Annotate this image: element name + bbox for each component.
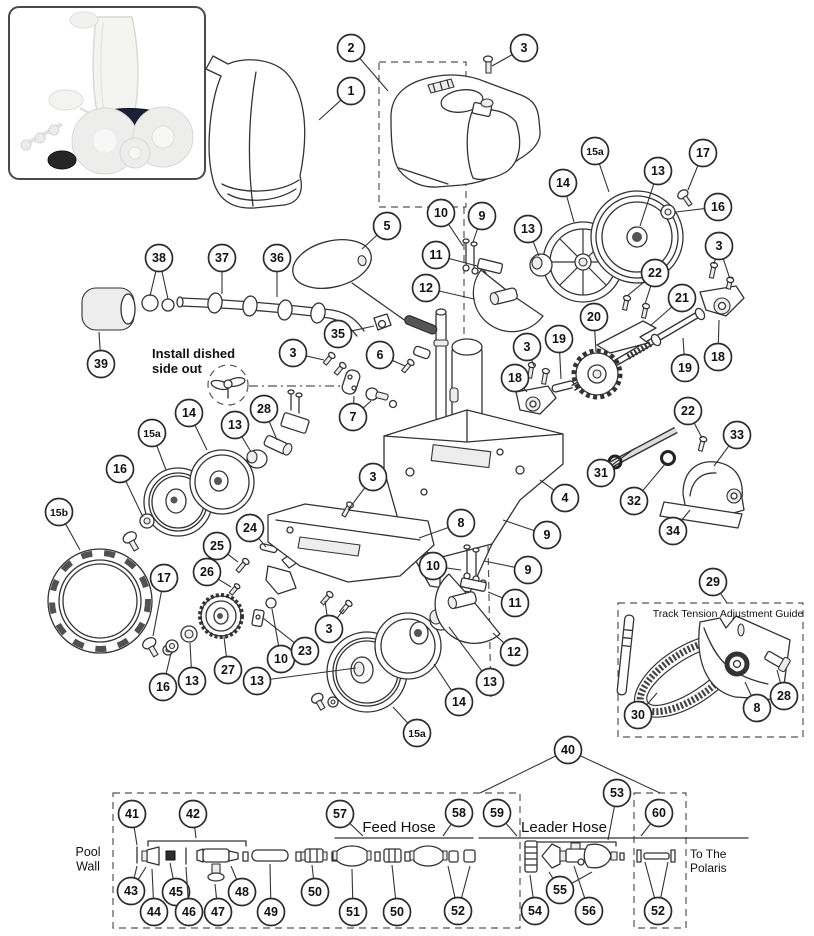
svg-text:19: 19 (552, 332, 566, 347)
svg-text:13: 13 (228, 418, 242, 433)
svg-text:24: 24 (243, 521, 257, 536)
svg-text:12: 12 (419, 281, 433, 296)
svg-text:16: 16 (113, 462, 127, 477)
callout-7 (340, 396, 372, 431)
callout-14 (434, 664, 473, 716)
svg-text:10: 10 (426, 559, 440, 574)
callout-22 (675, 398, 703, 439)
svg-text:9: 9 (478, 209, 486, 224)
callout-26 (194, 559, 232, 588)
callout-47 (205, 884, 232, 926)
svg-text:19: 19 (678, 361, 692, 376)
callout-9 (469, 203, 496, 243)
svg-text:30: 30 (631, 708, 645, 723)
callout-15b (46, 499, 81, 551)
callout-3 (348, 464, 387, 511)
svg-text:59: 59 (490, 806, 504, 821)
head-float (288, 232, 377, 296)
callout-13 (222, 412, 252, 453)
callout-15a (139, 420, 167, 471)
svg-text:37: 37 (215, 251, 229, 266)
svg-text:36: 36 (270, 251, 284, 266)
callout-11 (423, 242, 478, 269)
svg-text:15a: 15a (408, 728, 426, 741)
callout-1 (319, 78, 365, 121)
svg-text:7: 7 (349, 410, 357, 425)
svg-text:28: 28 (777, 689, 791, 704)
svg-text:45: 45 (169, 885, 183, 900)
svg-text:41: 41 (125, 807, 139, 822)
svg-text:5: 5 (383, 219, 391, 234)
svg-text:35: 35 (331, 327, 345, 342)
callout-38 (146, 245, 173, 300)
label-to-the-polaris: To The Polaris (690, 847, 727, 875)
callout-13 (515, 216, 542, 257)
svg-text:13: 13 (483, 675, 497, 690)
callout-4 (540, 480, 579, 512)
callout-59 (484, 800, 518, 837)
svg-text:27: 27 (221, 663, 235, 678)
callout-9 (484, 557, 542, 584)
svg-text:9: 9 (524, 563, 532, 578)
part-7-plate (341, 368, 362, 395)
svg-text:22: 22 (681, 404, 695, 419)
callout-17 (688, 140, 717, 191)
svg-text:32: 32 (627, 494, 641, 509)
callout-51 (340, 869, 367, 926)
label-install-note: Install dished side out (152, 346, 236, 376)
svg-text:15a: 15a (586, 146, 604, 159)
svg-text:50: 50 (390, 905, 404, 920)
callout-10 (268, 609, 295, 673)
sweep-hose-assembly (82, 288, 364, 336)
svg-text:42: 42 (186, 807, 200, 822)
svg-text:1: 1 (347, 84, 355, 99)
callout-58 (443, 800, 473, 837)
callout-48 (229, 866, 256, 906)
svg-text:52: 52 (651, 904, 665, 919)
svg-text:18: 18 (711, 350, 725, 365)
svg-text:13: 13 (651, 164, 665, 179)
photo-black-float (48, 151, 76, 169)
svg-text:44: 44 (147, 905, 161, 920)
svg-text:20: 20 (587, 310, 601, 325)
callout-13 (179, 643, 206, 695)
callout-36 (264, 245, 291, 298)
svg-text:6: 6 (376, 348, 384, 363)
svg-text:40: 40 (561, 743, 575, 758)
callout-10 (420, 553, 462, 580)
callout-33 (714, 422, 751, 467)
svg-text:15a: 15a (143, 428, 161, 441)
svg-text:33: 33 (730, 428, 744, 443)
svg-text:60: 60 (652, 806, 666, 821)
svg-text:34: 34 (666, 524, 680, 539)
label-pool-wall: Pool Wall (75, 845, 101, 874)
svg-text:9: 9 (543, 528, 551, 543)
callout-50 (302, 865, 329, 906)
callout-53 (604, 780, 631, 841)
svg-text:16: 16 (156, 680, 170, 695)
callout-12 (493, 633, 528, 666)
svg-text:26: 26 (200, 565, 214, 580)
svg-text:46: 46 (182, 905, 196, 920)
svg-text:25: 25 (210, 539, 224, 554)
callout-60 (641, 800, 673, 837)
callout-16 (107, 456, 144, 518)
callout-50 (384, 865, 411, 926)
callout-27 (215, 637, 242, 684)
hose-connector (384, 849, 401, 862)
svg-text:52: 52 (451, 904, 465, 919)
svg-text:3: 3 (520, 41, 528, 56)
svg-text:2: 2 (347, 41, 355, 56)
svg-text:3: 3 (715, 239, 723, 254)
callout-39 (88, 332, 115, 378)
svg-text:10: 10 (434, 206, 448, 221)
callout-43 (118, 866, 147, 905)
callout-57 (327, 801, 364, 837)
label-track-guide-title: Track Tension Adjustment Guide (652, 608, 804, 620)
callout-14 (176, 400, 208, 451)
svg-text:55: 55 (553, 883, 567, 898)
svg-text:31: 31 (594, 466, 608, 481)
svg-text:58: 58 (452, 806, 466, 821)
svg-text:12: 12 (507, 645, 521, 660)
wing-nut (210, 376, 245, 398)
callout-3 (492, 35, 538, 67)
svg-text:47: 47 (211, 905, 225, 920)
svg-text:53: 53 (610, 786, 624, 801)
callout-52 (445, 866, 472, 925)
svg-text:3: 3 (369, 470, 377, 485)
callout-3 (280, 340, 325, 367)
callout-25 (204, 533, 239, 563)
svg-text:3: 3 (523, 340, 531, 355)
callout-40 (480, 737, 660, 794)
photo-float (49, 90, 83, 110)
callout-29 (700, 569, 728, 604)
svg-text:4: 4 (561, 491, 569, 506)
upper-scoop (463, 239, 543, 332)
callout-11 (488, 590, 529, 617)
label-feed-hose: Feed Hose (362, 819, 436, 836)
callout-15a (393, 707, 431, 747)
svg-text:14: 14 (556, 176, 570, 191)
callout-5 (362, 213, 401, 250)
callout-24 (237, 515, 267, 548)
svg-text:10: 10 (274, 652, 288, 667)
svg-text:14: 14 (182, 406, 196, 421)
svg-text:54: 54 (528, 904, 542, 919)
callout-37 (209, 245, 236, 295)
callout-54 (522, 875, 549, 925)
callout-19 (672, 338, 699, 382)
callout-16 (150, 653, 177, 701)
svg-text:43: 43 (124, 884, 138, 899)
callout-56 (574, 866, 603, 925)
svg-text:13: 13 (185, 674, 199, 689)
hose-float (333, 846, 371, 866)
svg-text:28: 28 (257, 402, 271, 417)
callout-18 (705, 320, 732, 371)
svg-text:49: 49 (264, 905, 278, 920)
svg-text:21: 21 (675, 291, 689, 306)
svg-text:8: 8 (753, 701, 761, 716)
callout-3 (706, 233, 733, 277)
svg-text:29: 29 (706, 575, 720, 590)
svg-text:14: 14 (452, 695, 466, 710)
callout-3 (316, 601, 345, 643)
cover-screw (484, 56, 493, 73)
svg-text:13: 13 (521, 222, 535, 237)
photo-bag (93, 17, 138, 116)
svg-text:57: 57 (333, 807, 347, 822)
svg-text:51: 51 (346, 905, 360, 920)
svg-text:39: 39 (94, 357, 108, 372)
callout-31 (588, 449, 635, 487)
svg-text:17: 17 (157, 571, 171, 586)
callout-15a (582, 138, 610, 193)
svg-text:11: 11 (429, 248, 443, 263)
callout-32 (621, 463, 667, 515)
svg-text:3: 3 (289, 346, 297, 361)
callout-6 (367, 342, 406, 369)
svg-text:15b: 15b (49, 507, 69, 520)
polaris-end-parts (637, 850, 675, 862)
svg-text:56: 56 (582, 904, 596, 919)
hose-connector (301, 849, 327, 862)
callout-12 (413, 275, 475, 302)
svg-text:18: 18 (508, 371, 522, 386)
svg-text:8: 8 (457, 516, 465, 531)
callout-49 (258, 864, 285, 926)
callout-42 (180, 801, 207, 839)
filter-bag (206, 56, 305, 208)
svg-text:11: 11 (508, 596, 522, 611)
hose-float (410, 846, 447, 866)
callout-18 (502, 365, 529, 393)
svg-text:38: 38 (152, 251, 166, 266)
callout-52 (645, 862, 672, 925)
wall-fitting-valve (197, 849, 238, 881)
callout-3 (514, 334, 541, 367)
top-cover (391, 56, 540, 187)
callout-41 (119, 801, 146, 846)
right-wheel-set (530, 188, 695, 302)
label-leader-hose: Leader Hose (521, 819, 607, 836)
callout-17 (151, 565, 178, 637)
svg-text:17: 17 (696, 146, 710, 161)
callout-9 (503, 520, 561, 549)
hose-assembly (137, 838, 748, 881)
svg-text:22: 22 (648, 266, 662, 281)
svg-text:13: 13 (250, 674, 264, 689)
svg-text:48: 48 (235, 885, 249, 900)
tension-gauge-stick (617, 615, 634, 696)
callout-14 (550, 170, 577, 223)
svg-text:16: 16 (711, 200, 725, 215)
svg-text:50: 50 (308, 885, 322, 900)
svg-text:23: 23 (298, 644, 312, 659)
product-photo (9, 7, 205, 179)
svg-text:3: 3 (325, 622, 333, 637)
callout-28 (251, 396, 278, 441)
callout-35 (325, 321, 375, 348)
